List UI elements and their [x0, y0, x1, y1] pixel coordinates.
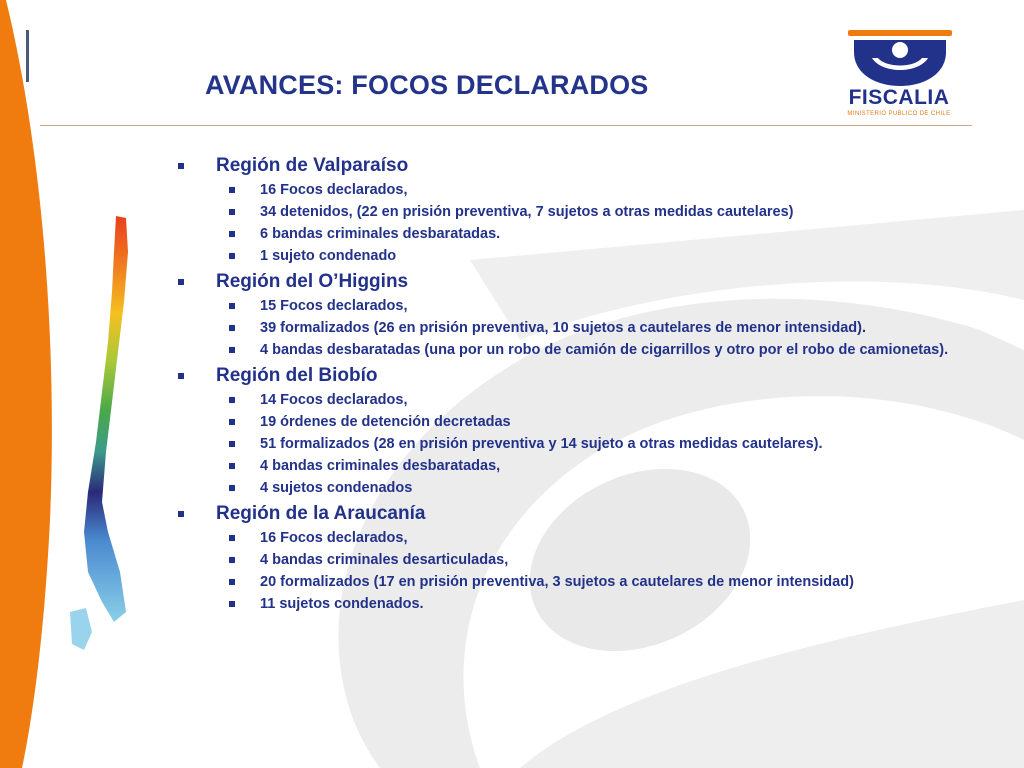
list-item: 15 Focos declarados, [176, 298, 986, 315]
chile-map-image [66, 212, 136, 652]
logo-subtitle: MINISTERIO PUBLICO DE CHILE [847, 111, 951, 117]
list-item: 4 bandas criminales desbaratadas, [176, 458, 986, 475]
square-bullet-icon [229, 535, 235, 541]
list-item: 14 Focos declarados, [176, 392, 986, 409]
square-bullet-icon [229, 485, 235, 491]
square-bullet-icon [229, 601, 235, 607]
square-bullet-icon [229, 579, 235, 585]
content-list [176, 154, 986, 618]
fiscalia-emblem-icon [826, 28, 972, 88]
square-bullet-icon [178, 279, 184, 285]
list-item: 1 sujeto condenado [176, 248, 986, 265]
region-valparaiso [176, 154, 986, 265]
page-title: AVANCES: FOCOS DECLARADOS [205, 70, 649, 100]
list-item: 16 Focos declarados, [176, 530, 986, 547]
list-item: 20 formalizados (17 en prisión preventiva, 3 sujetos a cautelares de menor intensidad) [176, 574, 986, 591]
square-bullet-icon [229, 187, 235, 193]
region-name: Región de Valparaíso [216, 155, 409, 176]
square-bullet-icon [229, 441, 235, 447]
region-araucania [176, 502, 986, 613]
square-bullet-icon [178, 511, 184, 517]
list-item: 6 bandas criminales desbaratadas. [176, 226, 986, 243]
list-item: 19 órdenes de detención decretadas [176, 414, 986, 431]
square-bullet-icon [229, 397, 235, 403]
list-item: 4 sujetos condenados [176, 480, 986, 497]
list-item: 11 sujetos condenados. [176, 596, 986, 613]
square-bullet-icon [229, 253, 235, 259]
title-divider [40, 125, 972, 126]
region-ohiggins [176, 270, 986, 359]
square-bullet-icon [229, 325, 235, 331]
square-bullet-icon [229, 209, 235, 215]
region-name: Región de la Araucanía [216, 503, 426, 524]
square-bullet-icon [178, 163, 184, 169]
square-bullet-icon [229, 419, 235, 425]
list-item: 34 detenidos, (22 en prisión preventiva, 7 sujetos a otras medidas cautelares) [176, 204, 986, 221]
region-name: Región del Biobío [216, 365, 378, 386]
square-bullet-icon [229, 303, 235, 309]
square-bullet-icon [229, 557, 235, 563]
logo-wordmark: FISCALIA [848, 86, 950, 109]
left-accent-bar [26, 30, 29, 82]
list-item: 51 formalizados (28 en prisión preventiva y 14 sujeto a otras medidas cautelares). [176, 436, 986, 453]
orange-swoosh [0, 0, 60, 768]
square-bullet-icon [229, 231, 235, 237]
region-name: Región del O’Higgins [216, 271, 409, 292]
region-biobio [176, 364, 986, 497]
list-item: 4 bandas criminales desarticuladas, [176, 552, 986, 569]
list-item: 4 bandas desbaratadas (una por un robo de camión de cigarrillos y otro por el robo de camionetas). [176, 342, 986, 359]
list-item: 16 Focos declarados, [176, 182, 986, 199]
fiscalia-logo [826, 28, 972, 124]
square-bullet-icon [229, 347, 235, 353]
square-bullet-icon [229, 463, 235, 469]
square-bullet-icon [178, 373, 184, 379]
list-item: 39 formalizados (26 en prisión preventiva, 10 sujetos a cautelares de menor intensidad). [176, 320, 986, 337]
